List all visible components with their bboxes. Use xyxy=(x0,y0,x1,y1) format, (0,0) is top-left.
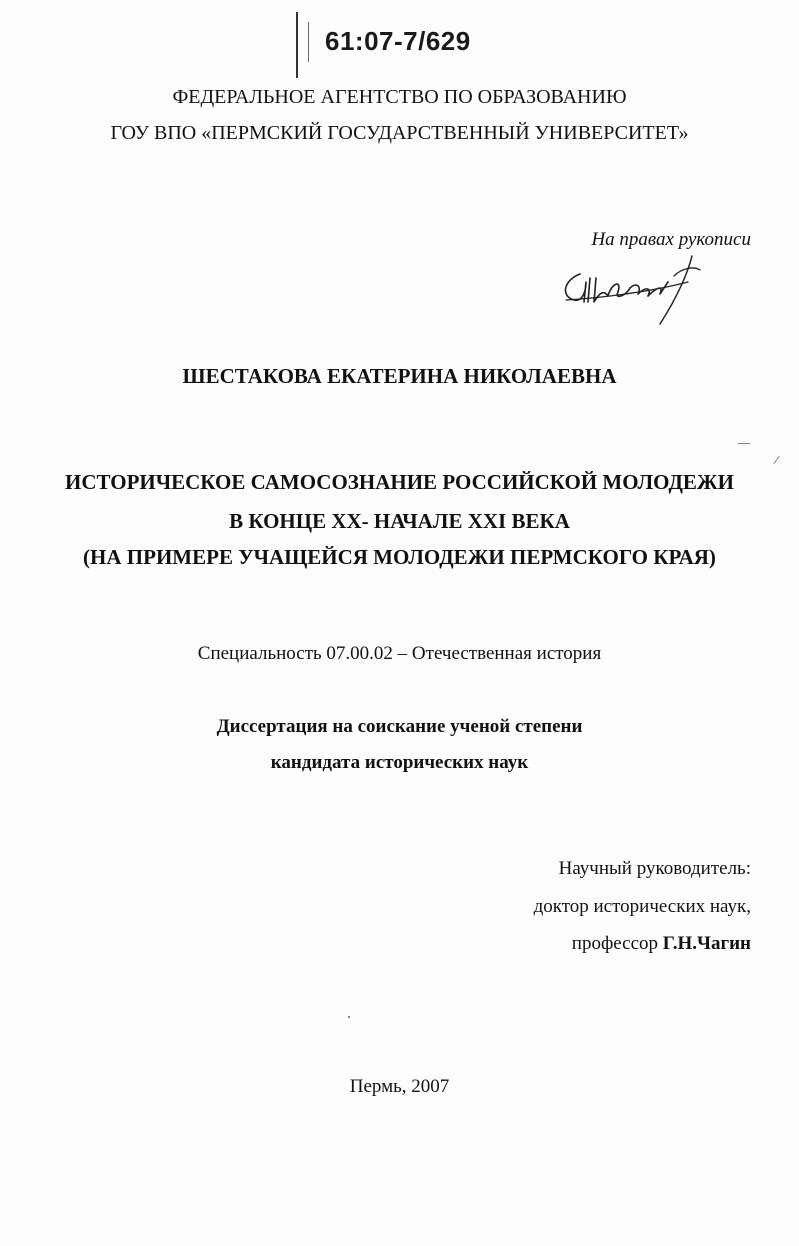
author-signature xyxy=(560,252,710,332)
supervisor-degree: доктор исторических наук, xyxy=(533,896,751,917)
dissertation-title-line-3: (НА ПРИМЕРЕ УЧАЩЕЙСЯ МОЛОДЕЖИ ПЕРМСКОГО КРАЯ) xyxy=(83,545,716,569)
manuscript-rights-note: На правах рукописи xyxy=(591,229,751,250)
scan-speck xyxy=(348,1016,350,1018)
dissertation-title-line-1: ИСТОРИЧЕСКОЕ САМОСОЗНАНИЕ РОССИЙСКОЙ МОЛОДЕЖИ xyxy=(65,470,734,494)
supervisor-name: Г.Н.Чагин xyxy=(662,933,751,954)
stamp-divider-line-secondary xyxy=(308,22,309,62)
supervisor-label: Научный руководитель: xyxy=(558,858,751,879)
scan-mark xyxy=(738,443,750,444)
supervisor-title-name xyxy=(572,933,751,955)
university-heading: ГОУ ВПО «ПЕРМСКИЙ ГОСУДАРСТВЕННЫЙ УНИВЕРСИТЕТ» xyxy=(110,122,689,144)
stamp-divider-line xyxy=(296,12,298,78)
library-stamp-number: 61:07-7/629 xyxy=(325,26,471,56)
dissertation-title-line-2: В КОНЦЕ XX- НАЧАЛЕ XXI ВЕКА xyxy=(229,509,570,533)
agency-heading: ФЕДЕРАЛЬНОЕ АГЕНТСТВО ПО ОБРАЗОВАНИЮ xyxy=(172,86,627,108)
supervisor-title: профессор xyxy=(571,933,659,954)
city-year: Пермь, 2007 xyxy=(349,1076,450,1097)
degree-line-2: кандидата исторических наук xyxy=(270,752,529,773)
degree-line-1: Диссертация на соискание ученой степени xyxy=(216,716,583,737)
author-name: ШЕСТАКОВА ЕКАТЕРИНА НИКОЛАЕВНА xyxy=(182,364,617,388)
scan-mark xyxy=(773,456,780,465)
specialty-line: Специальность 07.00.02 – Отечественная история xyxy=(197,643,602,664)
